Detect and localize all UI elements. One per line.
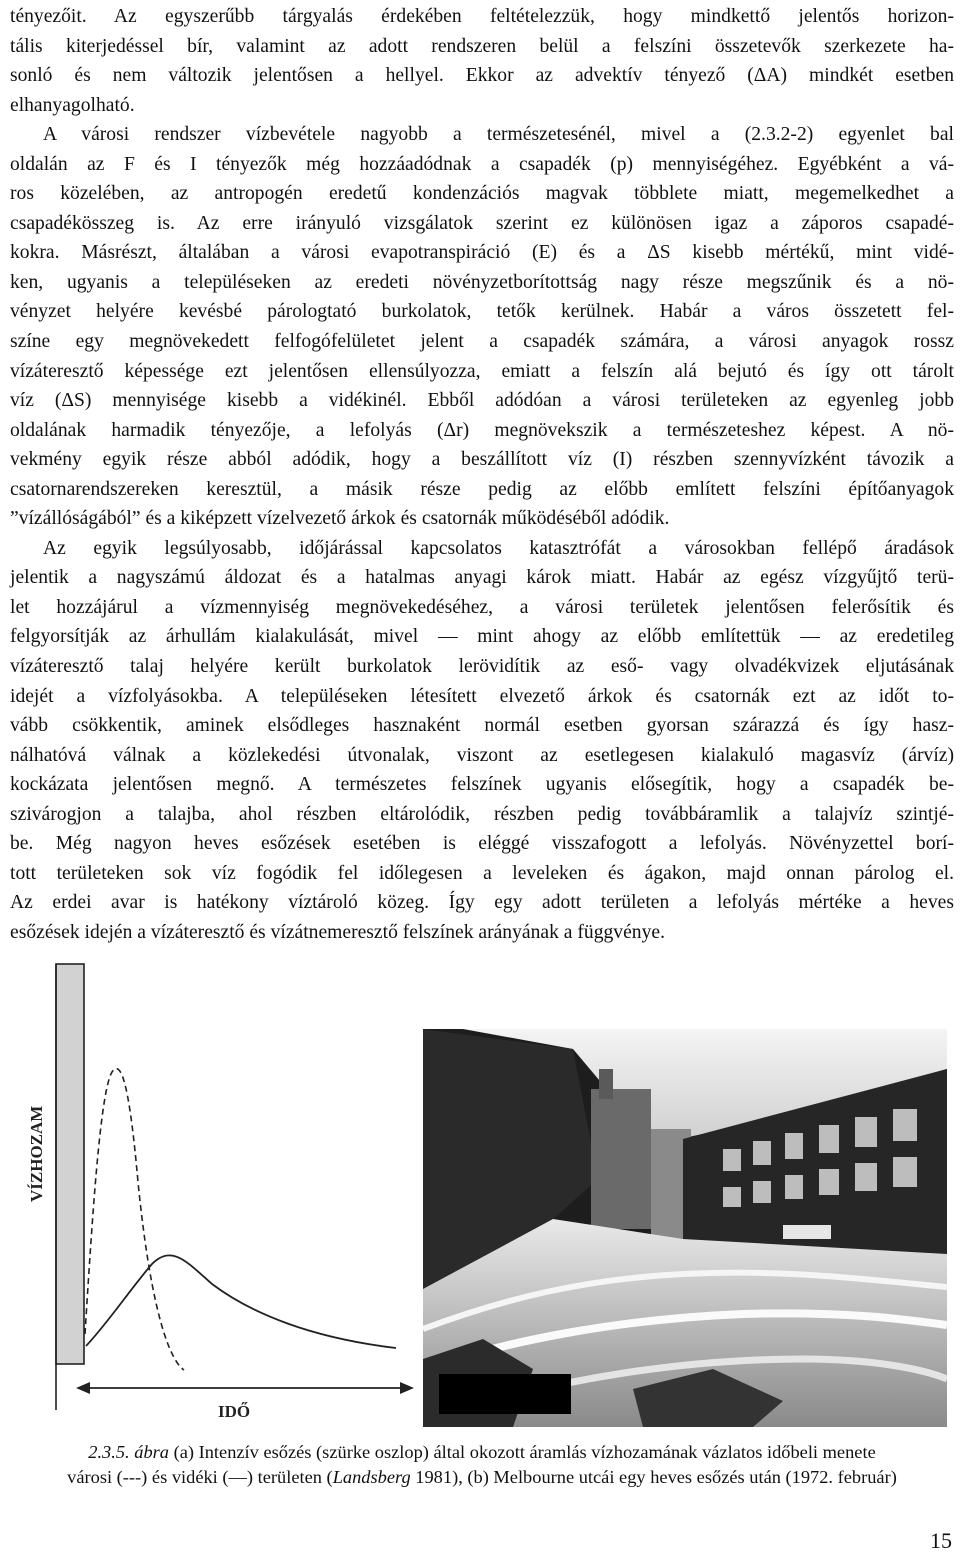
- urban-flow-curve: [85, 1069, 184, 1370]
- rural-flow-curve: [86, 1255, 396, 1348]
- figure-caption: [10, 1440, 954, 1490]
- text-line: csapadékösszeg is. Az erre irányuló vizsgálatok szerint ez különösen igaz a záporos csapadé-: [10, 212, 954, 234]
- text-line: Az erdei avar is hatékony víztároló közeg. Így egy adott területen a lefolyás mértéke a heves: [10, 892, 954, 914]
- text-line: felgyorsítják az árhullám kialakulását, mivel — mint ahogy az előbb említettük — az eredetileg: [10, 626, 954, 648]
- text-line: oldalán az F és I tényezők még hozzáadódnak a csapadék (p) mennyiségéhez. Egyébként a vá-: [10, 153, 954, 175]
- caption-figure-number: 2.3.5. ábra: [88, 1442, 169, 1462]
- body-text: [10, 2, 954, 948]
- y-axis-label: VÍZHOZAM: [27, 1105, 46, 1202]
- text-line: elhanyagolható.: [10, 94, 135, 116]
- rain-column: [56, 964, 84, 1364]
- text-line: vízáteresztő képessége ezt jelentősen ellensúlyozza, emiatt a felszín alá bejutó és így ott tárolt: [10, 360, 954, 382]
- x-axis-arrowhead-right: [400, 1382, 414, 1394]
- text-line: szivárogjon a talajba, ahol részben eltárolódik, részben pedig továbbáramlik a talajvíz szintjé-: [10, 803, 954, 825]
- text-line: nálhatóvá válnak a közlekedési útvonalak, viszont az esetlegesen kialakuló magasvíz (árvíz): [10, 744, 954, 766]
- text-line: tális kiterjedéssel bír, valamint az adott rendszeren belül a felszíni összetevők szerkezete ha-: [10, 35, 954, 57]
- text-line: ”vízállóságából” és a kiképzett vízelvezető árkok és csatornák működéséből adódik.: [10, 508, 670, 530]
- text-line: vízáteresztő talaj helyére került burkolatok lerövidítik az eső- vagy olvadékvizek eljutásának: [10, 656, 954, 678]
- text-line: let hozzájárul a vízmennyiség megnövekedéséhez, a városi területek jelentősen felerősítik és: [10, 596, 954, 618]
- caption-author: Landsberg: [332, 1467, 411, 1487]
- text-line: ros közelében, az antropogén eredetű kondenzációs magvak többlete miatt, megemelkedhet a: [10, 183, 954, 205]
- text-line: tényezőit. Az egyszerűbb tárgyalás érdekében feltételezzük, hogy mindkettő jelentős horizon-: [10, 6, 954, 27]
- text-line: csatornarendszereken keresztül, a másik része pedig az előbb említett felszíni építőanyagok: [10, 478, 954, 500]
- text-line: vekmény egyik része abból adódik, hogy a beszállított víz (I) részben szennyvízként távozik a: [10, 449, 954, 471]
- text-line: jelentik a nagyszámú áldozat és a hatalmas anyagi károk miatt. Habár az egész vízgyűjtő terü-: [10, 567, 954, 589]
- x-axis-arrowhead-left: [76, 1382, 90, 1394]
- caption-text-b: városi (---) és vidéki (—) területen (: [67, 1467, 333, 1487]
- page-number: 15: [930, 1528, 952, 1553]
- text-line: vényzet helyére kevésbé párologtató burkolatok, tetők kerülnek. Habár a város összetett fel-: [10, 301, 954, 323]
- hydrograph-figure: [12, 962, 416, 1430]
- text-line: kokra. Másrészt, általában a városi evapotranspiráció (E) és a ΔS kisebb mértékű, mint vidé-: [10, 242, 954, 264]
- text-line: Az egyik legsúlyosabb, időjárással kapcsolatos katasztrófát a városokban fellépő áradások: [43, 537, 954, 559]
- text-line: kockázata jelentősen megnő. A természetes felszínek ugyanis elősegítik, hogy a csapadék be-: [10, 774, 954, 796]
- text-line: be. Még nagyon heves esőzések esetében is eléggé visszafogott a lefolyás. Növényzettel borí-: [10, 833, 954, 855]
- x-axis-label: IDŐ: [218, 1402, 251, 1421]
- text-line: ken, ugyanis a településeken az eredeti növényzetborítottság nagy része megszűnik és a nö-: [10, 271, 954, 293]
- caption-text-c: 1981), (b) Melbourne utcái egy heves esőzés után (1972. február): [410, 1467, 897, 1487]
- text-line: víz (ΔS) mennyisége kisebb a vidékinél. Ebből adódóan a városi területeken az egyenleg jobb: [10, 390, 954, 412]
- caption-text-a: (a) Intenzív esőzés (szürke oszlop) által okozott áramlás vízhozamának vázlatos időbeli menete: [169, 1442, 876, 1462]
- text-line: idejét a vízfolyásokba. A településeken létesített elvezető árkok és csatornák ezt az időt to-: [10, 685, 954, 707]
- text-line: tott területeken sok víz fogódik fel időlegesen a leveleken és ágakon, majd onnan párolog el.: [10, 862, 954, 884]
- text-line: A városi rendszer vízbevétele nagyobb a természetesénél, mivel a (2.3.2-2) egyenlet bal: [43, 124, 954, 146]
- text-line: színe egy megnövekedett felfogófelületet jelent a csapadék számára, a városi anyagok rossz: [10, 331, 954, 353]
- text-line: esőzések idején a vízáteresztő és vízátnemeresztő felszínek arányának a függvénye.: [10, 921, 665, 943]
- flood-photo: [423, 1029, 947, 1427]
- text-line: vább csökkentik, aminek elsődleges hasznaként normál esetben gyorsan szárazzá és így hasz-: [10, 715, 954, 737]
- text-line: sonló és nem változik jelentősen a hellyel. Ekkor az advektív tényező (ΔA) mindkét esetben: [10, 65, 954, 87]
- text-line: oldalának harmadik tényezője, a lefolyás (Δr) megnövekszik a természeteshez képest. A nö-: [10, 419, 954, 441]
